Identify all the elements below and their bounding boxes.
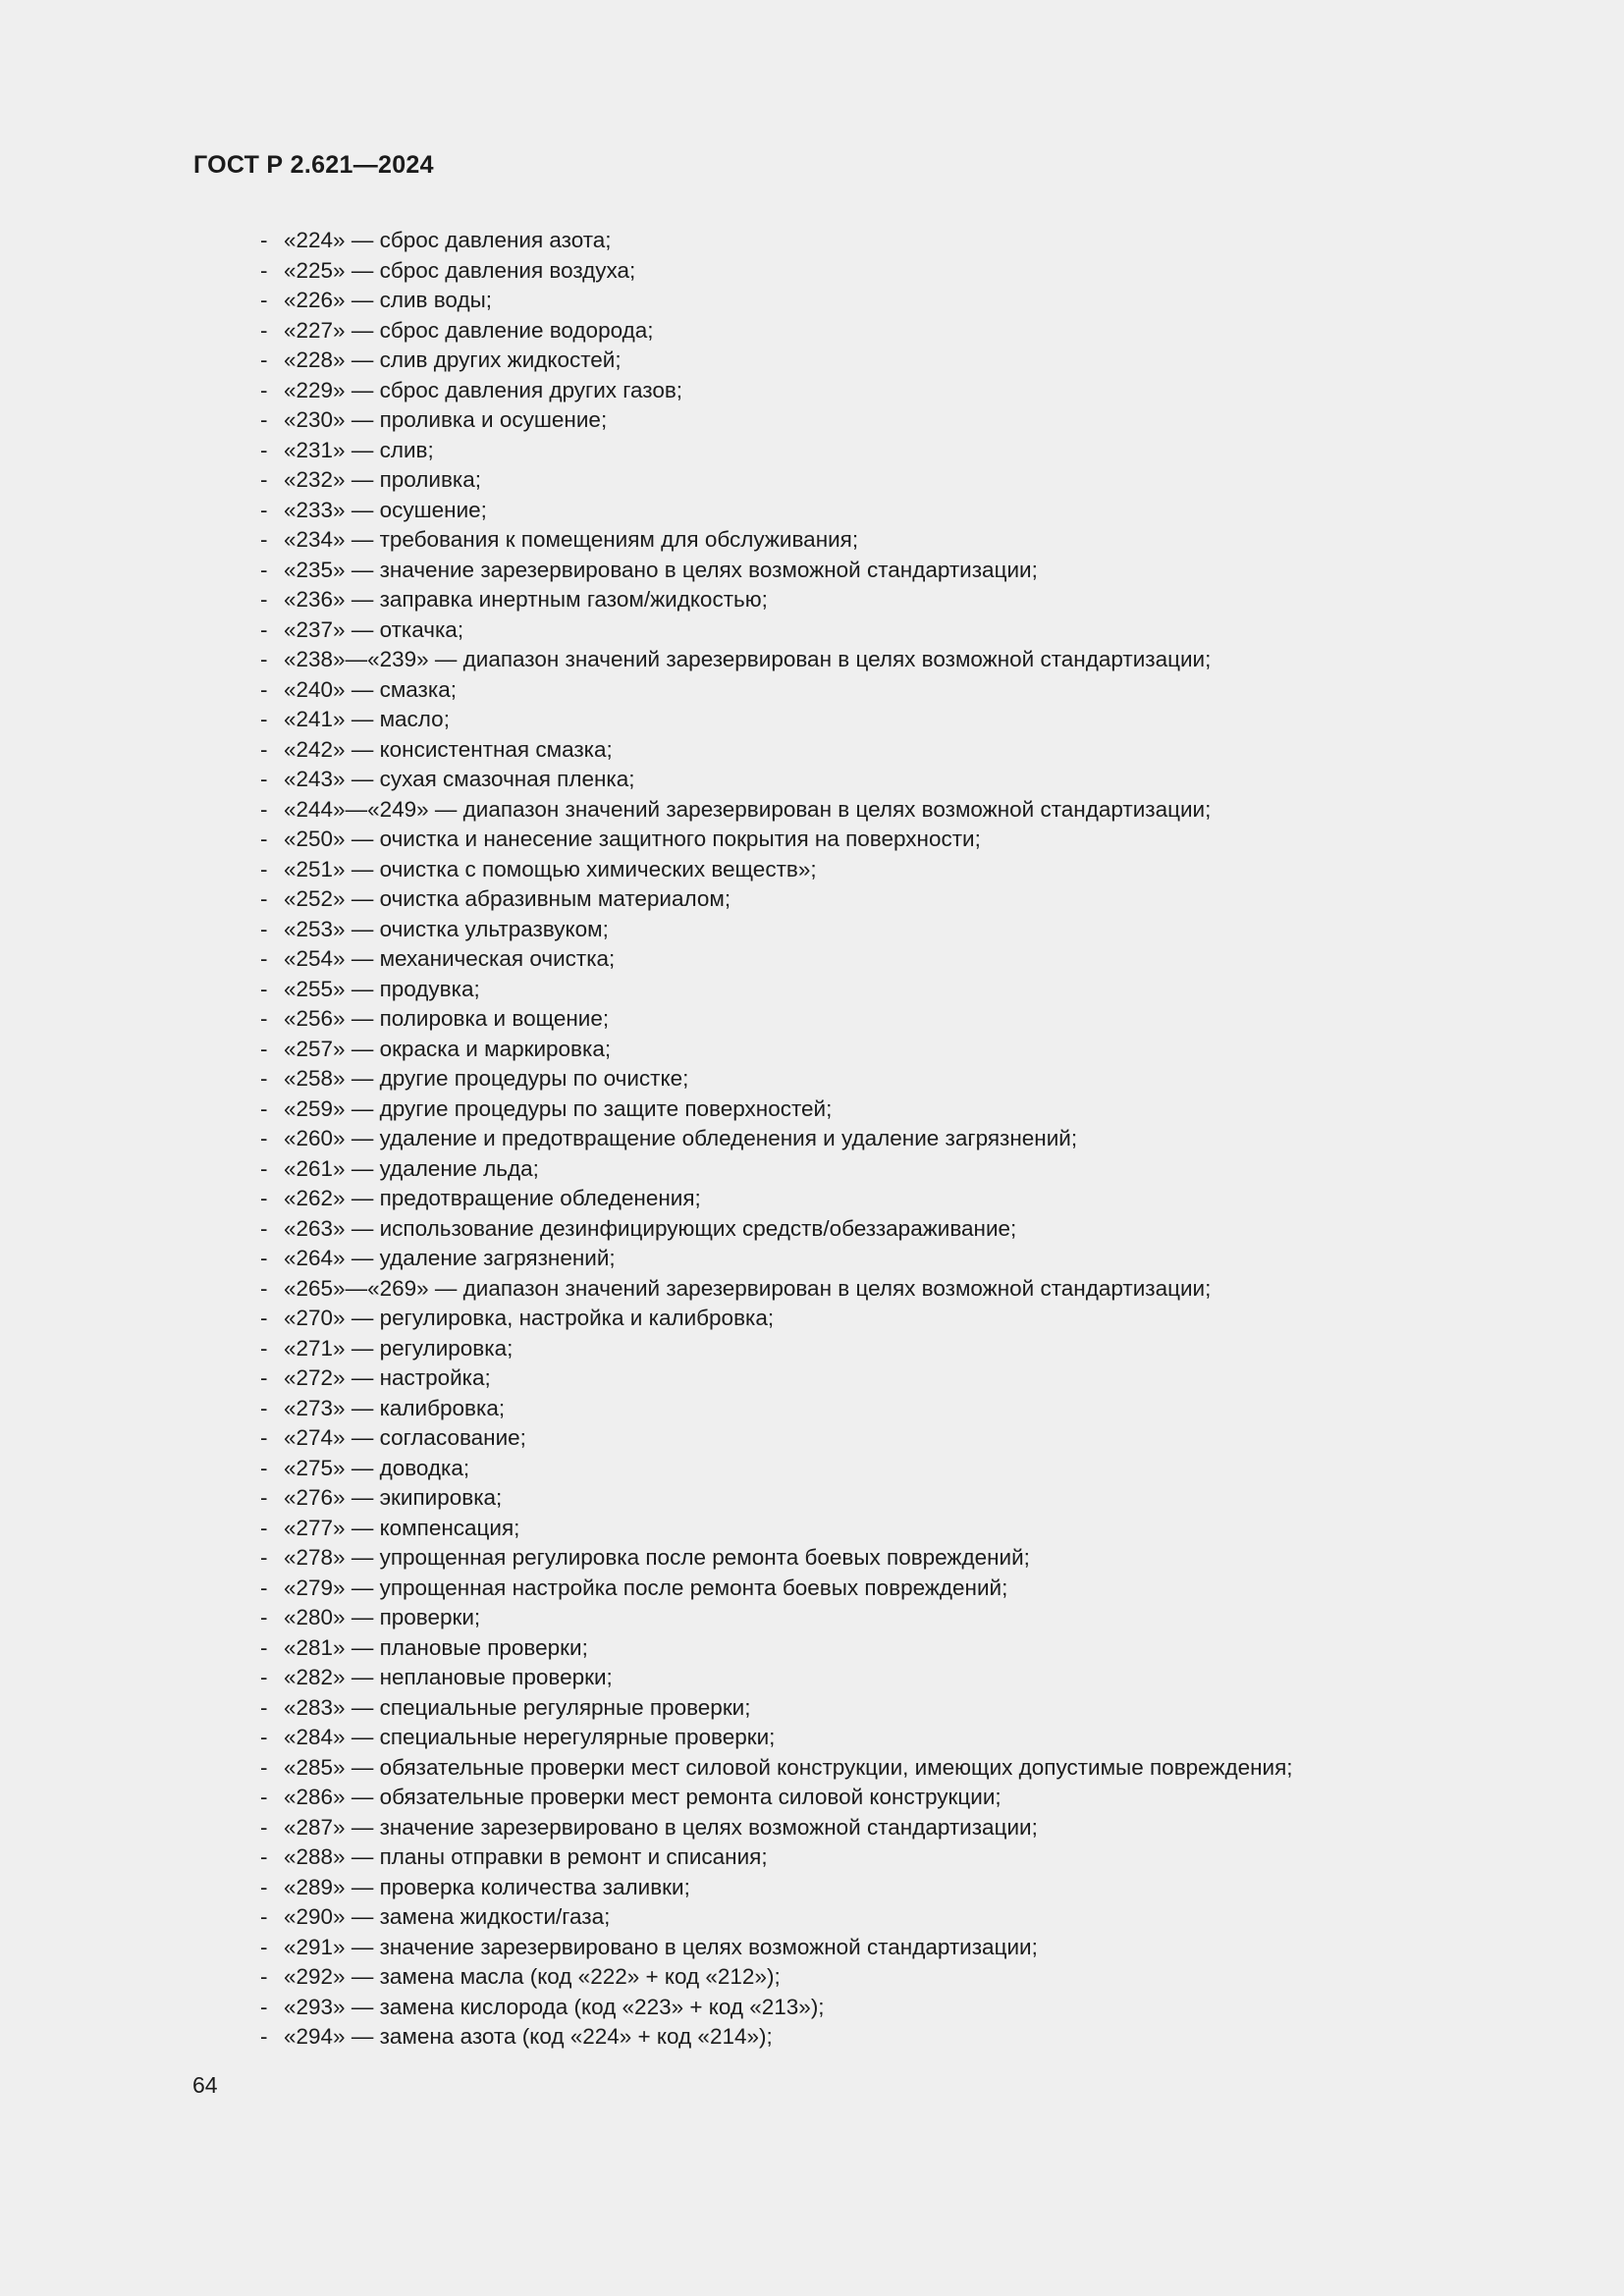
list-item-text: «243» — сухая смазочная пленка; (284, 767, 635, 791)
list-dash: - (260, 1036, 268, 1061)
list-item-text: «257» — окраска и маркировка; (284, 1036, 612, 1061)
list-item (260, 465, 1293, 496)
list-dash: - (260, 557, 268, 582)
list-item (260, 1124, 1293, 1154)
list-item-text: «256» — полировка и вощение; (284, 1006, 610, 1031)
list-item-text: «252» — очистка абразивным материалом; (284, 886, 731, 911)
list-item (260, 346, 1293, 376)
list-item (260, 376, 1293, 406)
list-item (260, 675, 1293, 706)
list-item (260, 256, 1293, 287)
list-item-text: «278» — упрощенная регулировка после ремонта боевых повреждений; (284, 1545, 1030, 1570)
list-item (260, 975, 1293, 1005)
list-item (260, 1873, 1293, 1903)
list-item (260, 405, 1293, 436)
list-item (260, 226, 1293, 256)
list-item-text: «265»—«269» — диапазон значений зарезервирован в целях возможной стандартизации; (284, 1275, 1212, 1301)
list-dash: - (260, 467, 268, 492)
list-dash: - (260, 1515, 268, 1540)
list-item (260, 1483, 1293, 1514)
list-dash: - (260, 497, 268, 522)
list-dash: - (260, 1904, 268, 1929)
list-item (260, 585, 1293, 615)
list-item-text: «260» — удаление и предотвращение обледенения и удаление загрязнений; (284, 1126, 1078, 1150)
list-item (260, 1842, 1293, 1873)
list-item-text: «289» — проверка количества заливки; (284, 1874, 690, 1899)
list-dash: - (260, 1605, 268, 1629)
list-item-text: «294» — замена азота (код «224» + код «214»); (284, 2024, 773, 2049)
list-item-text: «250» — очистка и нанесение защитного покрытия на поверхности; (284, 827, 981, 851)
list-item (260, 1274, 1293, 1305)
list-dash: - (260, 257, 268, 283)
list-dash: - (260, 1665, 268, 1689)
list-dash: - (260, 946, 268, 971)
list-dash: - (260, 856, 268, 881)
list-item-text: «279» — упрощенная настройка после ремонта боевых повреждений; (284, 1575, 1008, 1600)
list-dash: - (260, 1545, 268, 1570)
list-item-text: «242» — консистентная смазка; (284, 736, 613, 762)
list-dash: - (260, 437, 268, 462)
list-item-text: «286» — обязательные проверки мест ремонта силовой конструкции; (284, 1785, 1001, 1809)
list-item (260, 286, 1293, 316)
list-item (260, 1933, 1293, 1963)
list-dash: - (260, 347, 268, 372)
list-dash: - (260, 1095, 268, 1121)
list-item (260, 316, 1293, 347)
list-item (260, 2022, 1293, 2053)
list-dash: - (260, 1306, 268, 1330)
list-item-text: «261» — удаление льда; (284, 1155, 539, 1181)
list-item-text: «270» — регулировка, настройка и калибровка; (284, 1306, 775, 1330)
list-dash: - (260, 1126, 268, 1150)
list-item-text: «230» — проливка и осушение; (284, 407, 608, 432)
list-item-text: «292» — замена масла (код «222» + код «212»); (284, 1964, 781, 1989)
list-item (260, 645, 1293, 675)
list-item-text: «236» — заправка инертным газом/жидкостью; (284, 587, 768, 612)
list-dash: - (260, 767, 268, 791)
list-dash: - (260, 976, 268, 1001)
list-dash: - (260, 1754, 268, 1780)
list-item-text: «237» — откачка; (284, 616, 464, 642)
list-item (260, 1693, 1293, 1724)
list-item (260, 1603, 1293, 1633)
list-dash: - (260, 288, 268, 312)
list-dash: - (260, 1365, 268, 1390)
code-list (260, 226, 1293, 2053)
list-item (260, 436, 1293, 466)
list-dash: - (260, 1455, 268, 1480)
list-item (260, 855, 1293, 885)
list-item-text: «281» — плановые проверки; (284, 1634, 588, 1660)
list-dash: - (260, 1874, 268, 1899)
list-dash: - (260, 676, 268, 702)
list-dash: - (260, 616, 268, 642)
list-item-text: «241» — масло; (284, 707, 450, 731)
list-dash: - (260, 587, 268, 612)
list-item-text: «285» — обязательные проверки мест силовой конструкции, имеющих допустимые повреждения; (284, 1754, 1293, 1780)
list-item-text: «282» — неплановые проверки; (284, 1665, 613, 1689)
list-dash: - (260, 1066, 268, 1091)
list-item (260, 1423, 1293, 1454)
list-item-text: «255» — продувка; (284, 976, 480, 1001)
list-item (260, 1514, 1293, 1544)
list-item-text: «273» — калибровка; (284, 1395, 506, 1420)
list-item-text: «259» — другие процедуры по защите поверхностей; (284, 1095, 833, 1121)
list-item-text: «234» — требования к помещениям для обслуживания; (284, 527, 859, 552)
list-item-text: «262» — предотвращение обледенения; (284, 1186, 701, 1210)
list-item-text: «271» — регулировка; (284, 1335, 514, 1361)
list-item-text: «232» — проливка; (284, 467, 482, 492)
list-item (260, 915, 1293, 945)
list-dash: - (260, 1335, 268, 1361)
list-item (260, 1454, 1293, 1484)
list-dash: - (260, 228, 268, 252)
list-item-text: «291» — значение зарезервировано в целях возможной стандартизации; (284, 1934, 1038, 1959)
list-item (260, 1902, 1293, 1933)
list-dash: - (260, 1186, 268, 1210)
list-item (260, 795, 1293, 826)
list-item (260, 1004, 1293, 1035)
list-item-text: «277» — компенсация; (284, 1515, 520, 1540)
list-item (260, 705, 1293, 735)
list-dash: - (260, 1395, 268, 1420)
list-dash: - (260, 1006, 268, 1031)
document-header: ГОСТ Р 2.621—2024 (193, 151, 434, 179)
list-dash: - (260, 1575, 268, 1600)
list-item (260, 1244, 1293, 1274)
list-item (260, 1993, 1293, 2023)
list-item-text: «272» — настройка; (284, 1365, 491, 1390)
list-dash: - (260, 707, 268, 731)
list-item (260, 1214, 1293, 1245)
list-dash: - (260, 1725, 268, 1749)
list-item-text: «229» — сброс давления других газов; (284, 377, 683, 402)
list-dash: - (260, 1275, 268, 1301)
list-dash: - (260, 1934, 268, 1959)
list-item (260, 825, 1293, 855)
list-item (260, 1783, 1293, 1813)
list-item (260, 1064, 1293, 1095)
list-dash: - (260, 1634, 268, 1660)
list-item-text: «231» — слив; (284, 437, 434, 462)
list-item (260, 884, 1293, 915)
list-item-text: «233» — осушение; (284, 497, 487, 522)
list-dash: - (260, 407, 268, 432)
list-dash: - (260, 827, 268, 851)
list-item-text: «258» — другие процедуры по очистке; (284, 1066, 689, 1091)
list-item-text: «274» — согласование; (284, 1425, 526, 1450)
list-item (260, 944, 1293, 975)
list-dash: - (260, 1694, 268, 1720)
list-dash: - (260, 527, 268, 552)
list-item-text: «280» — проверки; (284, 1605, 481, 1629)
list-item (260, 1633, 1293, 1664)
list-item (260, 765, 1293, 795)
list-dash: - (260, 317, 268, 343)
list-item-text: «244»—«249» — диапазон значений зарезервирован в целях возможной стандартизации; (284, 796, 1212, 822)
list-dash: - (260, 886, 268, 911)
list-dash: - (260, 1785, 268, 1809)
list-dash: - (260, 1215, 268, 1241)
list-dash: - (260, 377, 268, 402)
list-item (260, 1723, 1293, 1753)
list-dash: - (260, 1485, 268, 1510)
list-item (260, 1543, 1293, 1574)
list-item (260, 1363, 1293, 1394)
list-item-text: «287» — значение зарезервировано в целях возможной стандартизации; (284, 1814, 1038, 1840)
list-item-text: «225» — сброс давления воздуха; (284, 257, 636, 283)
list-item (260, 1304, 1293, 1334)
list-item (260, 1813, 1293, 1843)
list-item (260, 525, 1293, 556)
list-item (260, 1035, 1293, 1065)
page-number: 64 (192, 2072, 218, 2098)
list-dash: - (260, 916, 268, 941)
list-dash: - (260, 647, 268, 671)
list-dash: - (260, 1425, 268, 1450)
list-item (260, 615, 1293, 646)
list-item (260, 1753, 1293, 1784)
list-item-text: «263» — использование дезинфицирующих средств/обеззараживание; (284, 1215, 1017, 1241)
list-item (260, 1184, 1293, 1214)
list-item-text: «254» — механическая очистка; (284, 946, 616, 971)
list-item-text: «283» — специальные регулярные проверки; (284, 1694, 751, 1720)
list-item-text: «275» — доводка; (284, 1455, 470, 1480)
list-item-text: «238»—«239» — диапазон значений зарезервирован в целях возможной стандартизации; (284, 647, 1212, 671)
list-item (260, 1574, 1293, 1604)
list-item-text: «288» — планы отправки в ремонт и списания; (284, 1844, 768, 1869)
list-item (260, 735, 1293, 766)
list-item-text: «240» — смазка; (284, 676, 457, 702)
list-dash: - (260, 1246, 268, 1270)
list-item (260, 1962, 1293, 1993)
list-item (260, 1663, 1293, 1693)
list-item-text: «284» — специальные нерегулярные проверки; (284, 1725, 776, 1749)
list-item-text: «293» — замена кислорода (код «223» + код «213»); (284, 1994, 825, 2019)
list-item-text: «251» — очистка с помощью химических веществ»; (284, 856, 817, 881)
list-dash: - (260, 1844, 268, 1869)
list-item-text: «253» — очистка ультразвуком; (284, 916, 609, 941)
list-item (260, 496, 1293, 526)
list-item-text: «227» — сброс давление водорода; (284, 317, 654, 343)
list-item-text: «224» — сброс давления азота; (284, 228, 612, 252)
list-item-text: «235» — значение зарезервировано в целях возможной стандартизации; (284, 557, 1038, 582)
list-item (260, 1095, 1293, 1125)
list-dash: - (260, 2024, 268, 2049)
list-item (260, 1394, 1293, 1424)
list-item-text: «264» — удаление загрязнений; (284, 1246, 616, 1270)
list-dash: - (260, 1964, 268, 1989)
list-dash: - (260, 1155, 268, 1181)
list-item-text: «276» — экипировка; (284, 1485, 503, 1510)
list-item (260, 1154, 1293, 1185)
list-item (260, 1334, 1293, 1364)
list-dash: - (260, 1814, 268, 1840)
list-item-text: «226» — слив воды; (284, 288, 492, 312)
list-item (260, 556, 1293, 586)
list-dash: - (260, 1994, 268, 2019)
list-dash: - (260, 796, 268, 822)
list-item-text: «290» — замена жидкости/газа; (284, 1904, 611, 1929)
list-dash: - (260, 736, 268, 762)
list-item-text: «228» — слив других жидкостей; (284, 347, 622, 372)
